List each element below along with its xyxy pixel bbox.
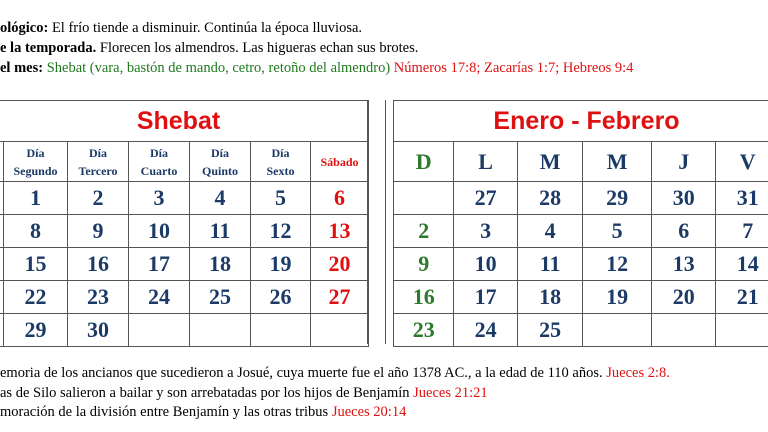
note-line bbox=[0, 384, 488, 402]
shebat-week-row bbox=[0, 281, 369, 314]
shebat-day-cell bbox=[251, 314, 311, 347]
shebat-day-cell: 9 bbox=[68, 215, 129, 248]
shebat-week-row bbox=[0, 215, 369, 248]
shebat-day-cell: 22 bbox=[4, 281, 68, 314]
gregorian-day-cell: 20 bbox=[651, 281, 715, 314]
shebat-day-cell bbox=[129, 314, 190, 347]
shebat-week-row bbox=[0, 248, 369, 281]
shebat-day-header-row bbox=[0, 142, 369, 182]
gregorian-day-cell: 31 bbox=[716, 182, 768, 215]
header-season-label: e la temporada. bbox=[0, 40, 97, 56]
shebat-day-cell: 15 bbox=[4, 248, 68, 281]
shebat-title: Shebat bbox=[0, 101, 369, 142]
shebat-day-cell: 26 bbox=[251, 281, 311, 314]
gregorian-day-cell: 7 bbox=[716, 215, 768, 248]
header-climate-text: El frío tiende a disminuir. Continúa la época lluviosa. bbox=[48, 20, 363, 36]
note-reference: Jueces 21:21 bbox=[413, 385, 488, 401]
gregorian-day-header: L bbox=[454, 142, 517, 182]
gregorian-day-header-row bbox=[394, 142, 768, 182]
shebat-day-header: Día Sexto bbox=[251, 142, 311, 182]
gregorian-sunday-cell bbox=[394, 182, 454, 215]
gregorian-day-cell bbox=[583, 314, 652, 347]
header-line-month bbox=[0, 59, 633, 77]
calendar-separator bbox=[367, 100, 386, 344]
gregorian-week-row bbox=[394, 314, 768, 347]
gregorian-day-cell: 10 bbox=[454, 248, 517, 281]
shebat-day-cell: 19 bbox=[251, 248, 311, 281]
shebat-day-header-sabbath: Sábado bbox=[311, 142, 369, 182]
shebat-day-cell: 25 bbox=[190, 281, 251, 314]
gregorian-day-cell: 4 bbox=[517, 215, 583, 248]
gregorian-title: Enero - Febrero bbox=[394, 101, 768, 142]
shebat-sabbath-cell: 6 bbox=[311, 182, 369, 215]
shebat-day-cell: 29 bbox=[4, 314, 68, 347]
shebat-day-cell bbox=[190, 314, 251, 347]
gregorian-day-cell: 27 bbox=[454, 182, 517, 215]
shebat-week-row bbox=[0, 314, 369, 347]
header-month-references: Números 17:8; Zacarías 1:7; Hebreos 9:4 bbox=[390, 60, 634, 76]
gregorian-week-row bbox=[394, 215, 768, 248]
gregorian-day-cell: 24 bbox=[454, 314, 517, 347]
shebat-day-header: Día Tercero bbox=[68, 142, 129, 182]
header-climate-label: ológico: bbox=[0, 20, 49, 36]
gregorian-day-cell: 28 bbox=[517, 182, 583, 215]
header-month-label: el mes: bbox=[0, 60, 44, 76]
gregorian-day-header-sunday: D bbox=[394, 142, 454, 182]
gregorian-sunday-cell: 9 bbox=[394, 248, 454, 281]
shebat-day-cell: 11 bbox=[190, 215, 251, 248]
gregorian-day-cell: 17 bbox=[454, 281, 517, 314]
shebat-sabbath-cell: 27 bbox=[311, 281, 369, 314]
note-line bbox=[0, 403, 406, 421]
shebat-day-cell: 18 bbox=[190, 248, 251, 281]
shebat-day-cell: 17 bbox=[129, 248, 190, 281]
header-line-season bbox=[0, 39, 418, 57]
gregorian-day-cell: 30 bbox=[651, 182, 715, 215]
gregorian-day-cell: 19 bbox=[583, 281, 652, 314]
shebat-day-cell: 3 bbox=[129, 182, 190, 215]
shebat-day-cell: 30 bbox=[68, 314, 129, 347]
shebat-sabbath-cell bbox=[311, 314, 369, 347]
gregorian-week-row bbox=[394, 182, 768, 215]
gregorian-week-row bbox=[394, 281, 768, 314]
shebat-day-cell: 16 bbox=[68, 248, 129, 281]
gregorian-day-cell: 21 bbox=[716, 281, 768, 314]
gregorian-day-cell bbox=[716, 314, 768, 347]
shebat-week-row bbox=[0, 182, 369, 215]
gregorian-day-cell: 13 bbox=[651, 248, 715, 281]
gregorian-sunday-cell: 2 bbox=[394, 215, 454, 248]
note-reference: Jueces 2:8. bbox=[606, 365, 670, 381]
gregorian-day-cell: 29 bbox=[583, 182, 652, 215]
header-season-text: Florecen los almendros. Las higueras echan sus brotes. bbox=[96, 40, 419, 56]
note-text: moración de la división entre Benjamín y las otras tribus bbox=[0, 404, 332, 420]
gregorian-day-header: M bbox=[583, 142, 652, 182]
shebat-day-cell: 4 bbox=[190, 182, 251, 215]
note-reference: Jueces 20:14 bbox=[331, 404, 407, 420]
gregorian-day-cell: 5 bbox=[583, 215, 652, 248]
shebat-day-cell: 23 bbox=[68, 281, 129, 314]
gregorian-day-cell: 11 bbox=[517, 248, 583, 281]
shebat-day-cell: 2 bbox=[68, 182, 129, 215]
gregorian-day-header: M bbox=[517, 142, 583, 182]
shebat-day-cell: 12 bbox=[251, 215, 311, 248]
gregorian-sunday-cell: 16 bbox=[394, 281, 454, 314]
gregorian-day-cell: 14 bbox=[716, 248, 768, 281]
shebat-day-cell: 24 bbox=[129, 281, 190, 314]
header-month-meaning: Shebat (vara, bastón de mando, cetro, retoño del almendro) bbox=[43, 60, 391, 76]
shebat-day-cell: 1 bbox=[4, 182, 68, 215]
shebat-day-cell: 8 bbox=[4, 215, 68, 248]
shebat-day-header: Día Quinto bbox=[190, 142, 251, 182]
gregorian-day-cell: 6 bbox=[651, 215, 715, 248]
header-line-climate bbox=[0, 19, 362, 37]
shebat-calendar bbox=[0, 100, 369, 347]
gregorian-sunday-cell: 23 bbox=[394, 314, 454, 347]
note-line bbox=[0, 364, 670, 382]
shebat-day-header: Día Segundo bbox=[4, 142, 68, 182]
gregorian-calendar bbox=[393, 100, 768, 347]
shebat-sabbath-cell: 20 bbox=[311, 248, 369, 281]
note-text: emoria de los ancianos que sucedieron a Josué, cuya muerte fue el año 1378 AC., a la edad de 110 años. bbox=[0, 365, 607, 381]
shebat-day-cell: 5 bbox=[251, 182, 311, 215]
gregorian-day-cell: 25 bbox=[517, 314, 583, 347]
gregorian-day-cell: 3 bbox=[454, 215, 517, 248]
note-text: as de Silo salieron a bailar y son arrebatadas por los hijos de Benjamín bbox=[0, 385, 414, 401]
shebat-day-header: Día Cuarto bbox=[129, 142, 190, 182]
gregorian-day-header: V bbox=[716, 142, 768, 182]
gregorian-day-cell: 12 bbox=[583, 248, 652, 281]
gregorian-day-cell bbox=[651, 314, 715, 347]
shebat-sabbath-cell: 13 bbox=[311, 215, 369, 248]
gregorian-day-cell: 18 bbox=[517, 281, 583, 314]
shebat-day-cell: 10 bbox=[129, 215, 190, 248]
gregorian-day-header: J bbox=[651, 142, 715, 182]
gregorian-week-row bbox=[394, 248, 768, 281]
